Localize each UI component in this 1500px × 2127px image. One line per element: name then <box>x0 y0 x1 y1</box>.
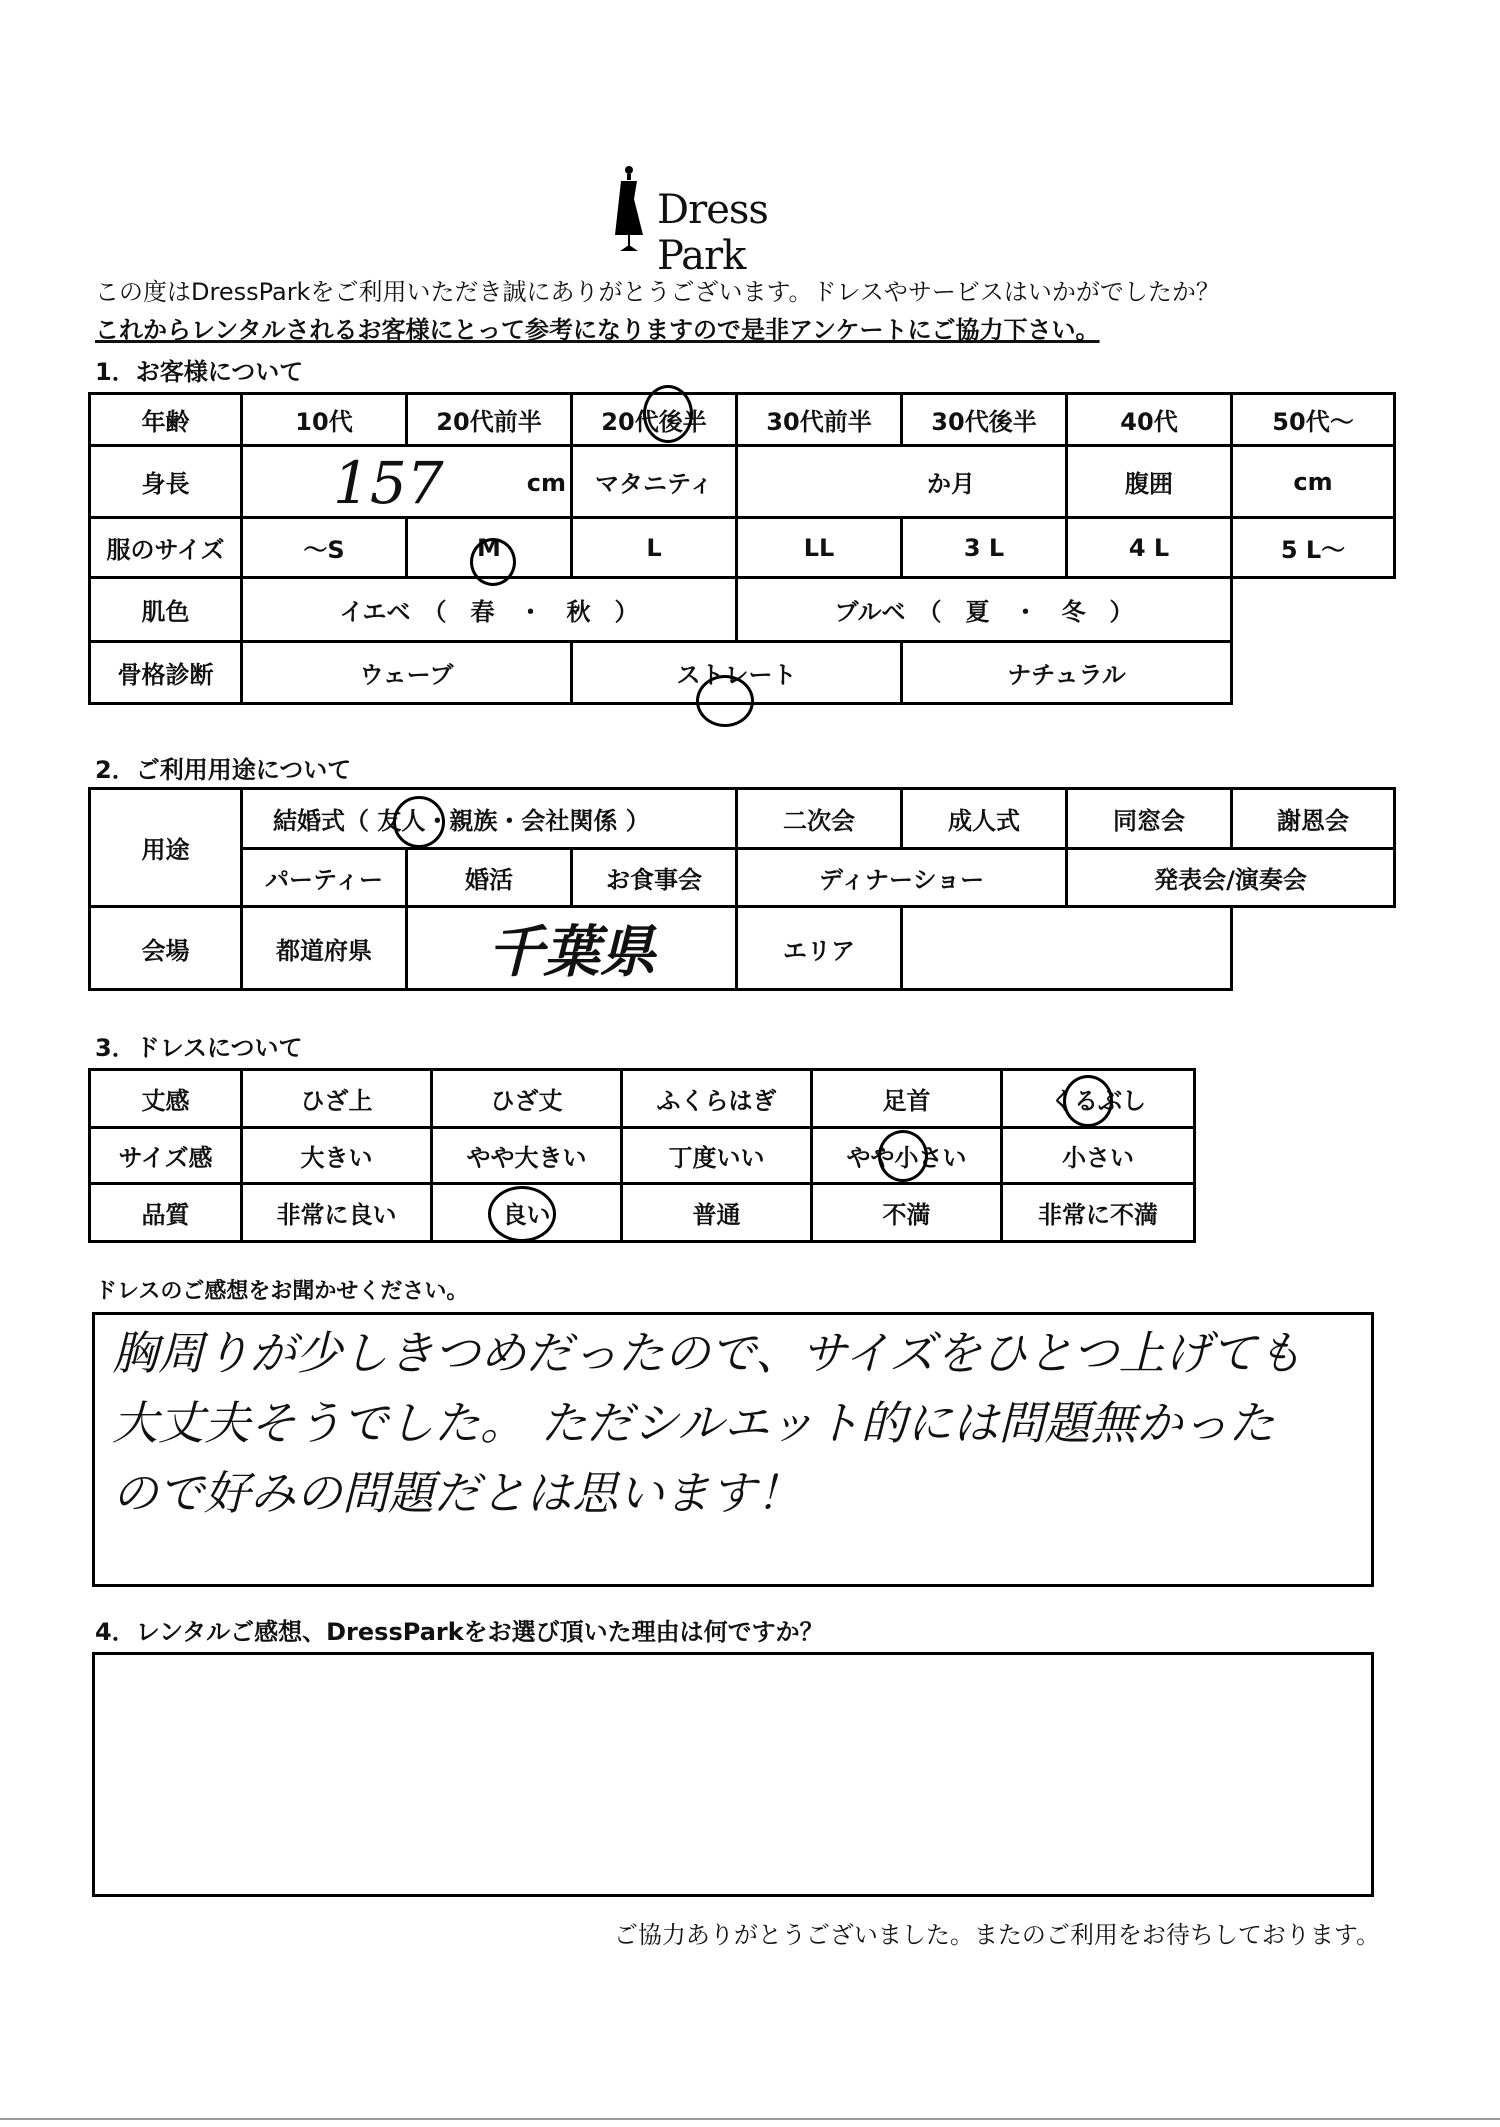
age-label: 年齢 <box>90 394 242 446</box>
usage-option[interactable]: 謝恩会 <box>1232 789 1395 849</box>
selection-circle <box>488 1186 556 1242</box>
section3-title: 3．ドレスについて <box>95 1034 303 1062</box>
quality-option[interactable]: 非常に良い <box>242 1184 432 1242</box>
length-option-selected[interactable]: くるぶし <box>1002 1070 1195 1128</box>
area-label: エリア <box>737 907 902 990</box>
section2-title: 2．ご利用用途について <box>95 756 352 784</box>
length-label: 丈感 <box>90 1070 242 1128</box>
venue-label: 会場 <box>90 907 242 990</box>
skin-blue[interactable]: ブルベ （ 夏 ・ 冬 ） <box>737 578 1232 642</box>
frame-option-selected[interactable]: ストレート <box>572 642 902 704</box>
fit-option[interactable]: やや大きい <box>432 1128 622 1184</box>
maternity-label: マタニティ <box>572 446 737 518</box>
waist-unit[interactable]: cm <box>1232 446 1395 518</box>
area-value[interactable] <box>902 907 1232 990</box>
height-cell[interactable] <box>242 446 572 518</box>
age-option[interactable]: 50代～ <box>1232 394 1395 446</box>
empty-cell <box>1232 578 1395 642</box>
usage-option[interactable]: 二次会 <box>737 789 902 849</box>
comment-title: ドレスのご感想をお聞かせください。 <box>95 1279 469 1304</box>
usage-option[interactable]: 成人式 <box>902 789 1067 849</box>
age-option[interactable]: 30代後半 <box>902 394 1067 446</box>
quality-option[interactable]: 非常に不満 <box>1002 1184 1195 1242</box>
comment-line: 大丈夫そうでした。 ただシルエット的には問題無かった <box>112 1396 1275 1450</box>
length-option[interactable]: 足首 <box>812 1070 1002 1128</box>
pref-value[interactable]: 千葉県 <box>407 907 737 990</box>
quality-option[interactable]: 普通 <box>622 1184 812 1242</box>
age-option[interactable]: 40代 <box>1067 394 1232 446</box>
fit-option[interactable]: 小さい <box>1002 1128 1195 1184</box>
length-option[interactable]: ひざ丈 <box>432 1070 622 1128</box>
selection-circle <box>1063 1075 1113 1127</box>
intro-line-1: この度はDressParkをご利用いただき誠にありがとうございます。ドレスやサービスはいかがでしたか？ <box>95 278 1220 306</box>
customer-table <box>88 392 1396 705</box>
height-unit: cm <box>526 469 566 497</box>
fit-option[interactable]: 大きい <box>242 1128 432 1184</box>
waist-label: 腹囲 <box>1067 446 1232 518</box>
size-option-selected[interactable]: M <box>407 518 572 578</box>
size-option[interactable]: 3 L <box>902 518 1067 578</box>
length-option[interactable]: ひざ上 <box>242 1070 432 1128</box>
skin-label: 肌色 <box>90 578 242 642</box>
selection-circle <box>878 1130 928 1182</box>
usage-table <box>88 787 1396 991</box>
selection-circle <box>696 675 754 727</box>
logo-text: Dress Park <box>657 187 768 279</box>
dress-icon <box>612 165 646 255</box>
usage-option[interactable]: 婚活 <box>407 849 572 907</box>
maternity-months[interactable]: か月 <box>737 446 1067 518</box>
size-option[interactable]: L <box>572 518 737 578</box>
usage-option[interactable]: 発表会/演奏会 <box>1067 849 1395 907</box>
fit-option[interactable]: 丁度いい <box>622 1128 812 1184</box>
size-label: 服のサイズ <box>90 518 242 578</box>
usage-option[interactable]: お食事会 <box>572 849 737 907</box>
height-value: 157 <box>333 449 444 517</box>
frame-label: 骨格診断 <box>90 642 242 704</box>
fit-label: サイズ感 <box>90 1128 242 1184</box>
section1-title: 1．お客様について <box>95 358 304 386</box>
comment-text <box>112 1318 1302 1528</box>
quality-option[interactable]: 不満 <box>812 1184 1002 1242</box>
age-option[interactable]: 20代前半 <box>407 394 572 446</box>
selection-circle <box>643 385 693 443</box>
section4-title: 4．レンタルご感想、DressParkをお選び頂いた理由は何ですか？ <box>95 1618 824 1646</box>
frame-option[interactable]: ウェーブ <box>242 642 572 704</box>
frame-option[interactable]: ナチュラル <box>902 642 1232 704</box>
empty-cell <box>1232 907 1395 990</box>
logo <box>612 165 852 279</box>
quality-option-selected[interactable]: 良い <box>432 1184 622 1242</box>
empty-cell <box>1232 642 1395 704</box>
selection-circle <box>393 796 445 848</box>
usage-option[interactable]: 同窓会 <box>1067 789 1232 849</box>
dress-table <box>88 1068 1196 1243</box>
answer-box[interactable] <box>92 1652 1374 1897</box>
fit-option-selected[interactable]: やや小さい <box>812 1128 1002 1184</box>
age-option[interactable]: 30代前半 <box>737 394 902 446</box>
age-option[interactable]: 10代 <box>242 394 407 446</box>
comment-line: 胸周りが少しきつめだったので、サイズをひとつ上げても <box>112 1326 1303 1380</box>
size-option[interactable]: ～S <box>242 518 407 578</box>
size-option[interactable]: 5 L～ <box>1232 518 1395 578</box>
size-option[interactable]: 4 L <box>1067 518 1232 578</box>
quality-label: 品質 <box>90 1184 242 1242</box>
pref-label: 都道府県 <box>242 907 407 990</box>
comment-line: ので好みの問題だとは思います！ <box>112 1466 802 1520</box>
usage-option[interactable]: パーティー <box>242 849 407 907</box>
age-option-selected[interactable]: 20代後半 <box>572 394 737 446</box>
intro-line-2: これからレンタルされるお客様にとって参考になりますので是非アンケートにご協力下さい。 <box>95 316 1100 344</box>
usage-option[interactable]: ディナーショー <box>737 849 1067 907</box>
skin-yellow[interactable]: イエベ （ 春 ・ 秋 ） <box>242 578 737 642</box>
usage-wedding[interactable]: 結婚式（ 友人・親族・会社関係 ） <box>242 789 737 849</box>
length-option[interactable]: ふくらはぎ <box>622 1070 812 1128</box>
usage-label: 用途 <box>90 789 242 907</box>
footer-text: ご協力ありがとうございました。またのご利用をお待ちしております。 <box>613 1921 1380 1949</box>
size-option[interactable]: LL <box>737 518 902 578</box>
divider <box>0 2118 1500 2120</box>
selection-circle <box>470 538 516 586</box>
height-label: 身長 <box>90 446 242 518</box>
